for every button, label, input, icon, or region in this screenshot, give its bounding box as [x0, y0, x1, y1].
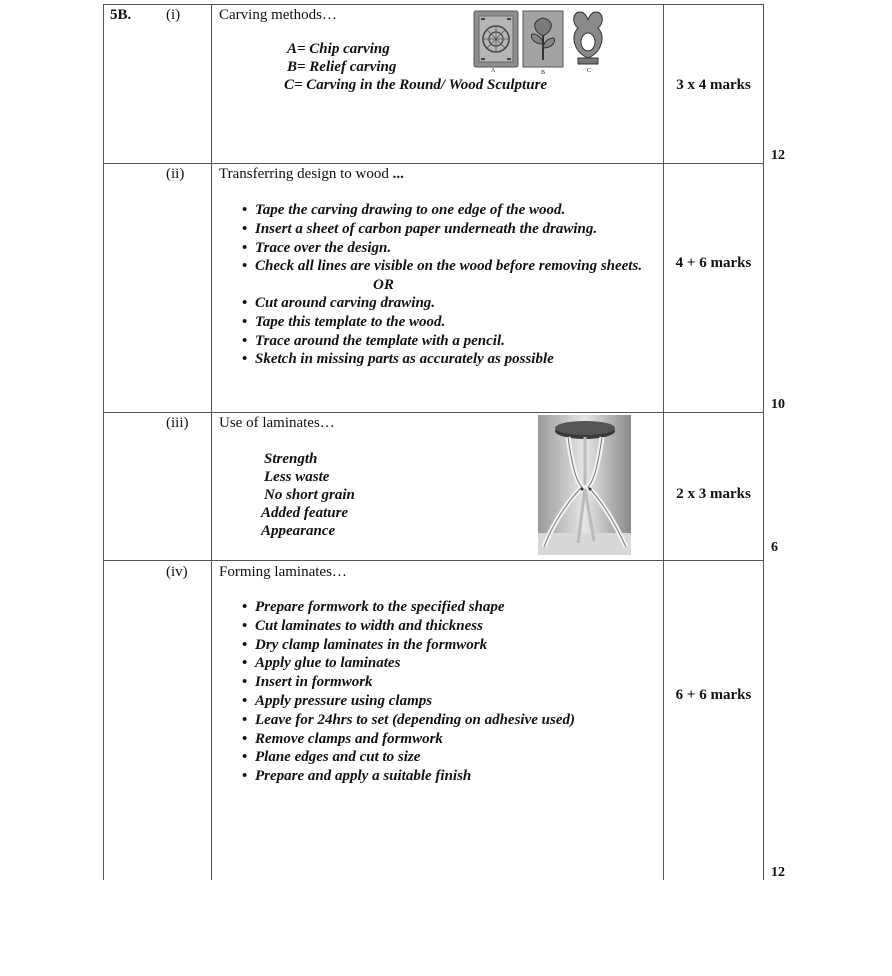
- list-item: • Apply glue to laminates: [242, 654, 575, 673]
- laminate-use-2: Less waste: [264, 469, 330, 485]
- list-item: • Cut around carving drawing.: [242, 294, 554, 313]
- total-i: 12: [771, 148, 785, 163]
- list-item: • Leave for 24hrs to set (depending on adhesive used): [242, 711, 575, 730]
- part-heading-iii: Use of laminates…: [219, 415, 335, 431]
- part-label-iv: (iv): [166, 564, 188, 580]
- list-item: • Cut laminates to width and thickness: [242, 617, 575, 636]
- list-item: • Remove clamps and formwork: [242, 730, 575, 749]
- list-item: • Prepare and apply a suitable finish: [242, 767, 575, 786]
- relief-carving-image: [522, 10, 564, 68]
- list-item: • Trace around the template with a pencil.: [242, 332, 554, 351]
- carving-method-a: A= Chip carving: [287, 41, 390, 57]
- total-iv: 12: [771, 865, 785, 880]
- table-border-top: [103, 4, 764, 5]
- part-heading-i: Carving methods…: [219, 7, 337, 23]
- image-label-a: A: [491, 68, 496, 74]
- part-label-i: (i): [166, 7, 181, 23]
- chip-carving-image: [473, 10, 519, 68]
- list-item: • Plane edges and cut to size: [242, 748, 575, 767]
- marks-i: 3 x 4 marks: [676, 77, 751, 93]
- transfer-steps-list-a: [242, 201, 642, 276]
- total-iii: 6: [771, 540, 778, 555]
- part-label-iii: (iii): [166, 415, 189, 431]
- row-divider-3: [103, 560, 764, 561]
- list-item: • Apply pressure using clamps: [242, 692, 575, 711]
- marks-iii: 2 x 3 marks: [676, 486, 751, 502]
- part-label-ii: (ii): [166, 166, 185, 182]
- part-heading-ii-ellipsis: ...: [392, 166, 404, 182]
- laminate-use-5: Appearance: [261, 523, 336, 539]
- table-border-label-col: [211, 4, 212, 880]
- list-item: • Tape the carving drawing to one edge of the wood.: [242, 201, 642, 220]
- table-border-left: [103, 4, 104, 880]
- carving-method-c: C= Carving in the Round/ Wood Sculpture: [284, 77, 548, 93]
- table-border-marks-col: [663, 4, 664, 880]
- table-border-right: [763, 4, 764, 880]
- list-item: • Sketch in missing parts as accurately as possible: [242, 350, 554, 369]
- laminate-use-3: No short grain: [264, 487, 355, 503]
- laminate-use-1: Strength: [264, 451, 318, 467]
- or-label: OR: [373, 277, 394, 293]
- list-item: • Prepare formwork to the specified shape: [242, 598, 575, 617]
- marks-ii: 4 + 6 marks: [675, 255, 752, 271]
- forming-steps-list: [242, 598, 575, 786]
- list-item: • Insert a sheet of carbon paper underneath the drawing.: [242, 220, 642, 239]
- row-divider-1: [103, 163, 764, 164]
- list-item: • Dry clamp laminates in the formwork: [242, 636, 575, 655]
- carving-method-b: B= Relief carving: [287, 59, 397, 75]
- image-label-b: B: [541, 70, 546, 76]
- list-item: • Insert in formwork: [242, 673, 575, 692]
- list-item: • Tape this template to the wood.: [242, 313, 554, 332]
- total-ii: 10: [771, 397, 785, 412]
- marks-iv: 6 + 6 marks: [675, 687, 752, 703]
- list-item: • Check all lines are visible on the wood before removing sheets.: [242, 257, 642, 276]
- part-heading-ii-text: Transferring design to wood: [219, 166, 389, 182]
- image-label-c: C: [587, 68, 592, 74]
- sculpture-image: [566, 8, 610, 68]
- row-divider-2: [103, 412, 764, 413]
- laminated-stool-image: [538, 415, 631, 555]
- part-heading-iv: Forming laminates…: [219, 564, 347, 580]
- part-heading-ii: [219, 165, 404, 183]
- list-item: • Trace over the design.: [242, 239, 642, 258]
- transfer-steps-list-b: [242, 294, 554, 369]
- question-number: 5B.: [110, 7, 132, 23]
- laminate-use-4: Added feature: [261, 505, 349, 521]
